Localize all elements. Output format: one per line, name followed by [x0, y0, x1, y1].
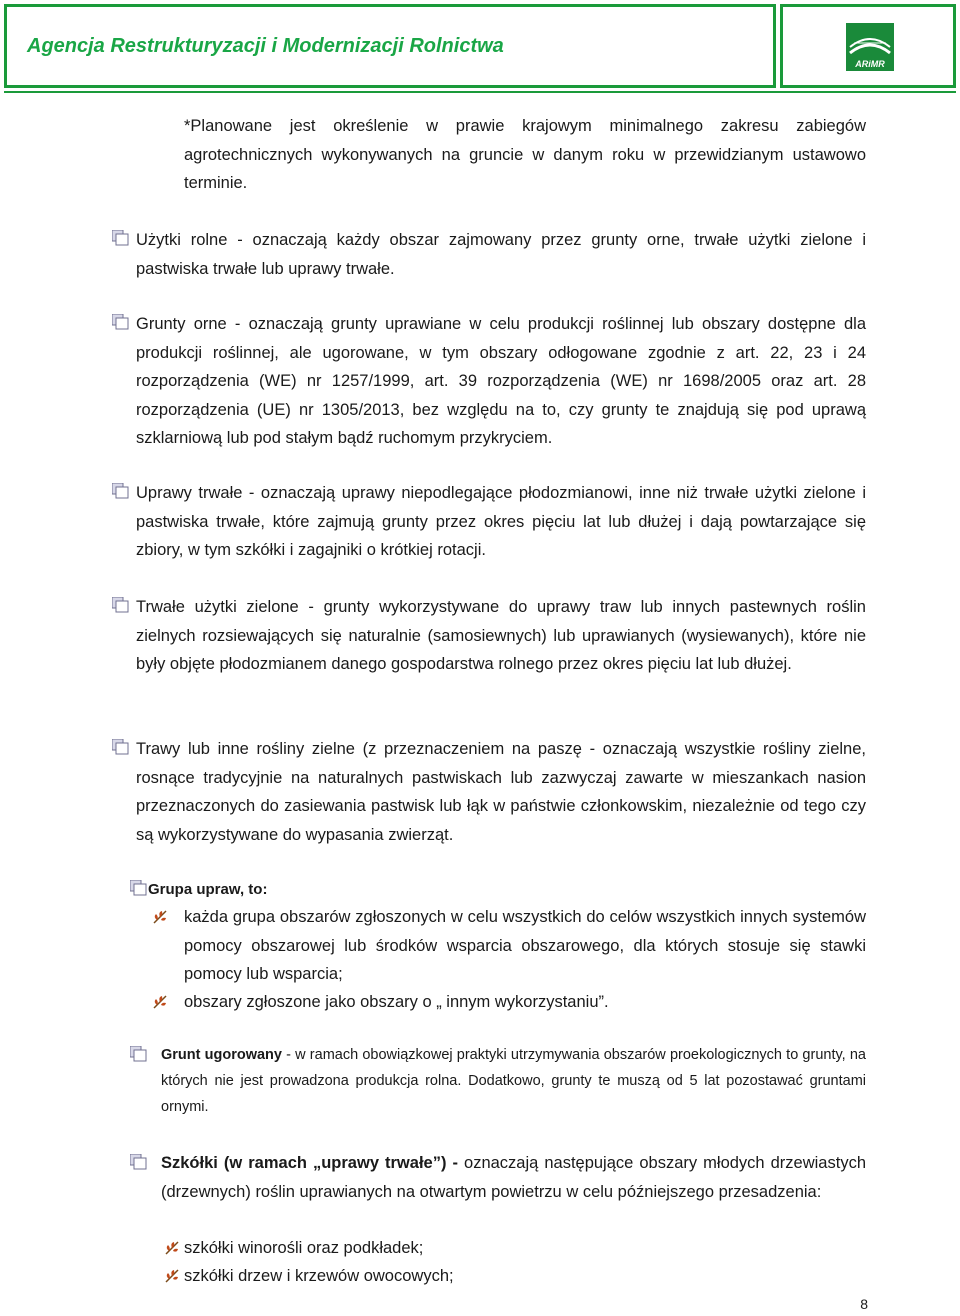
header-divider — [4, 91, 956, 93]
square-bullet-icon — [112, 230, 129, 246]
definition-nurseries — [161, 1149, 866, 1206]
leaf-bullet-icon — [152, 994, 168, 1010]
definition-fallow-land — [161, 1042, 866, 1120]
definition-agricultural-land: Użytki rolne - oznaczają każdy obszar zajmowany przez grunty orne, trwałe użytki zielone i pastwiska trwałe lub uprawy trwałe. — [136, 231, 866, 278]
definition-permanent-crops: Uprawy trwałe - oznaczają uprawy niepodlegające płodozmianowi, inne niż trwałe użytki zielone i pastwiska trwałe, które zajmują grunty przez okres pięciu lat lub dłużej i dają powtarzające się zbiory, w tym szkółki i zagajniki o krótkiej rotacji. — [136, 484, 866, 560]
crop-group-item: obszary zgłoszone jako obszary o „ innym wykorzystaniu”. — [184, 993, 609, 1011]
definition-grasses: Trawy lub inne rośliny zielne (z przeznaczeniem na paszę - oznaczają wszystkie rośliny zielne, rosnące tradycyjnie na naturalnych pastwiskach lub zazwyczaj zawarte w mieszankach nasion przeznaczonych do zasiewania pastwisk lub łąk w państwie członkowskim, niezależnie od tego czy są wykorzystywane do wypasania zwierząt. — [136, 740, 866, 844]
nurseries-text: oznaczają następujące obszary młodych drzewiastych (drzewnych) roślin uprawianych na otwartym powietrzu w celu późniejszego przesadzenia: — [161, 1154, 866, 1201]
square-bullet-icon — [112, 314, 129, 330]
nurseries-item: szkółki winorośli oraz podkładek; — [184, 1239, 424, 1257]
leaf-bullet-icon — [164, 1268, 180, 1284]
fallow-text: - w ramach obowiązkowej praktyki utrzymywania obszarów proekologicznych to grunty, na których nie jest prowadzona produkcja rolna. Dodatkowo, grunty te muszą od 5 lat pozostawać gruntami ornymi. — [161, 1047, 866, 1115]
square-bullet-icon — [112, 483, 129, 499]
fallow-term: Grunt ugorowany — [161, 1047, 282, 1063]
page-number: 8 — [860, 1296, 868, 1312]
definition-permanent-grassland: Trwałe użytki zielone - grunty wykorzystywane do uprawy traw lub innych pastewnych roślin zielnych rozsiewających się naturalnie (samosiewnych) lub uprawianych (wysiewanych), które nie były objęte płodozmianem danego gospodarstwa rolnego przez okres pięciu lat lub dłużej. — [136, 598, 866, 674]
square-bullet-icon — [112, 597, 129, 613]
nurseries-item: szkółki drzew i krzewów owocowych; — [184, 1267, 454, 1285]
crop-group-item: każda grupa obszarów zgłoszonych w celu wszystkich do celów wszystkich innych systemów pomocy obszarowej lub środków wsparcia obszarowego, dla których stosuje się stawki pomocy lub wsparcia; — [184, 908, 866, 984]
definition-arable-land: Grunty orne - oznaczają grunty uprawiane w celu produkcji roślinnej lub obszary dostępne dla produkcji roślinnej, ale ugorowane, w tym obszary odłogowane zgodnie z art. 22, 23 i 24 rozporządzenia (WE) nr 1257/1999, art. 39 rozporządzenia (WE) nr 1698/2005 oraz art. 28 rozporządzenia (UE) nr 1305/2013, bez względu na to, czy grunty te znajdują się pod uprawą szklarniową lub pod stałym bądź ruchomym przykryciem. — [136, 315, 866, 448]
square-bullet-icon — [112, 739, 129, 755]
header-title: Agencja Restrukturyzacji i Modernizacji Rolnictwa — [27, 35, 504, 57]
crop-group-heading: Grupa upraw, to: — [148, 881, 268, 898]
square-bullet-icon — [130, 880, 147, 896]
leaf-bullet-icon — [164, 1240, 180, 1256]
square-bullet-icon — [130, 1154, 147, 1170]
nurseries-term: Szkółki (w ramach „uprawy trwałe”) - — [161, 1154, 458, 1172]
header-title-box — [4, 4, 776, 88]
logo-label: ARiMR — [855, 59, 885, 69]
square-bullet-icon — [130, 1046, 147, 1062]
header-logo-box — [780, 4, 956, 88]
leaf-bullet-icon — [152, 909, 168, 925]
arimr-logo — [846, 23, 894, 71]
planned-note: *Planowane jest określenie w prawie krajowym minimalnego zakresu zabiegów agrotechnicznych wykonywanych na gruncie w danym roku w przewidzianym ustawowo terminie. — [184, 117, 866, 193]
